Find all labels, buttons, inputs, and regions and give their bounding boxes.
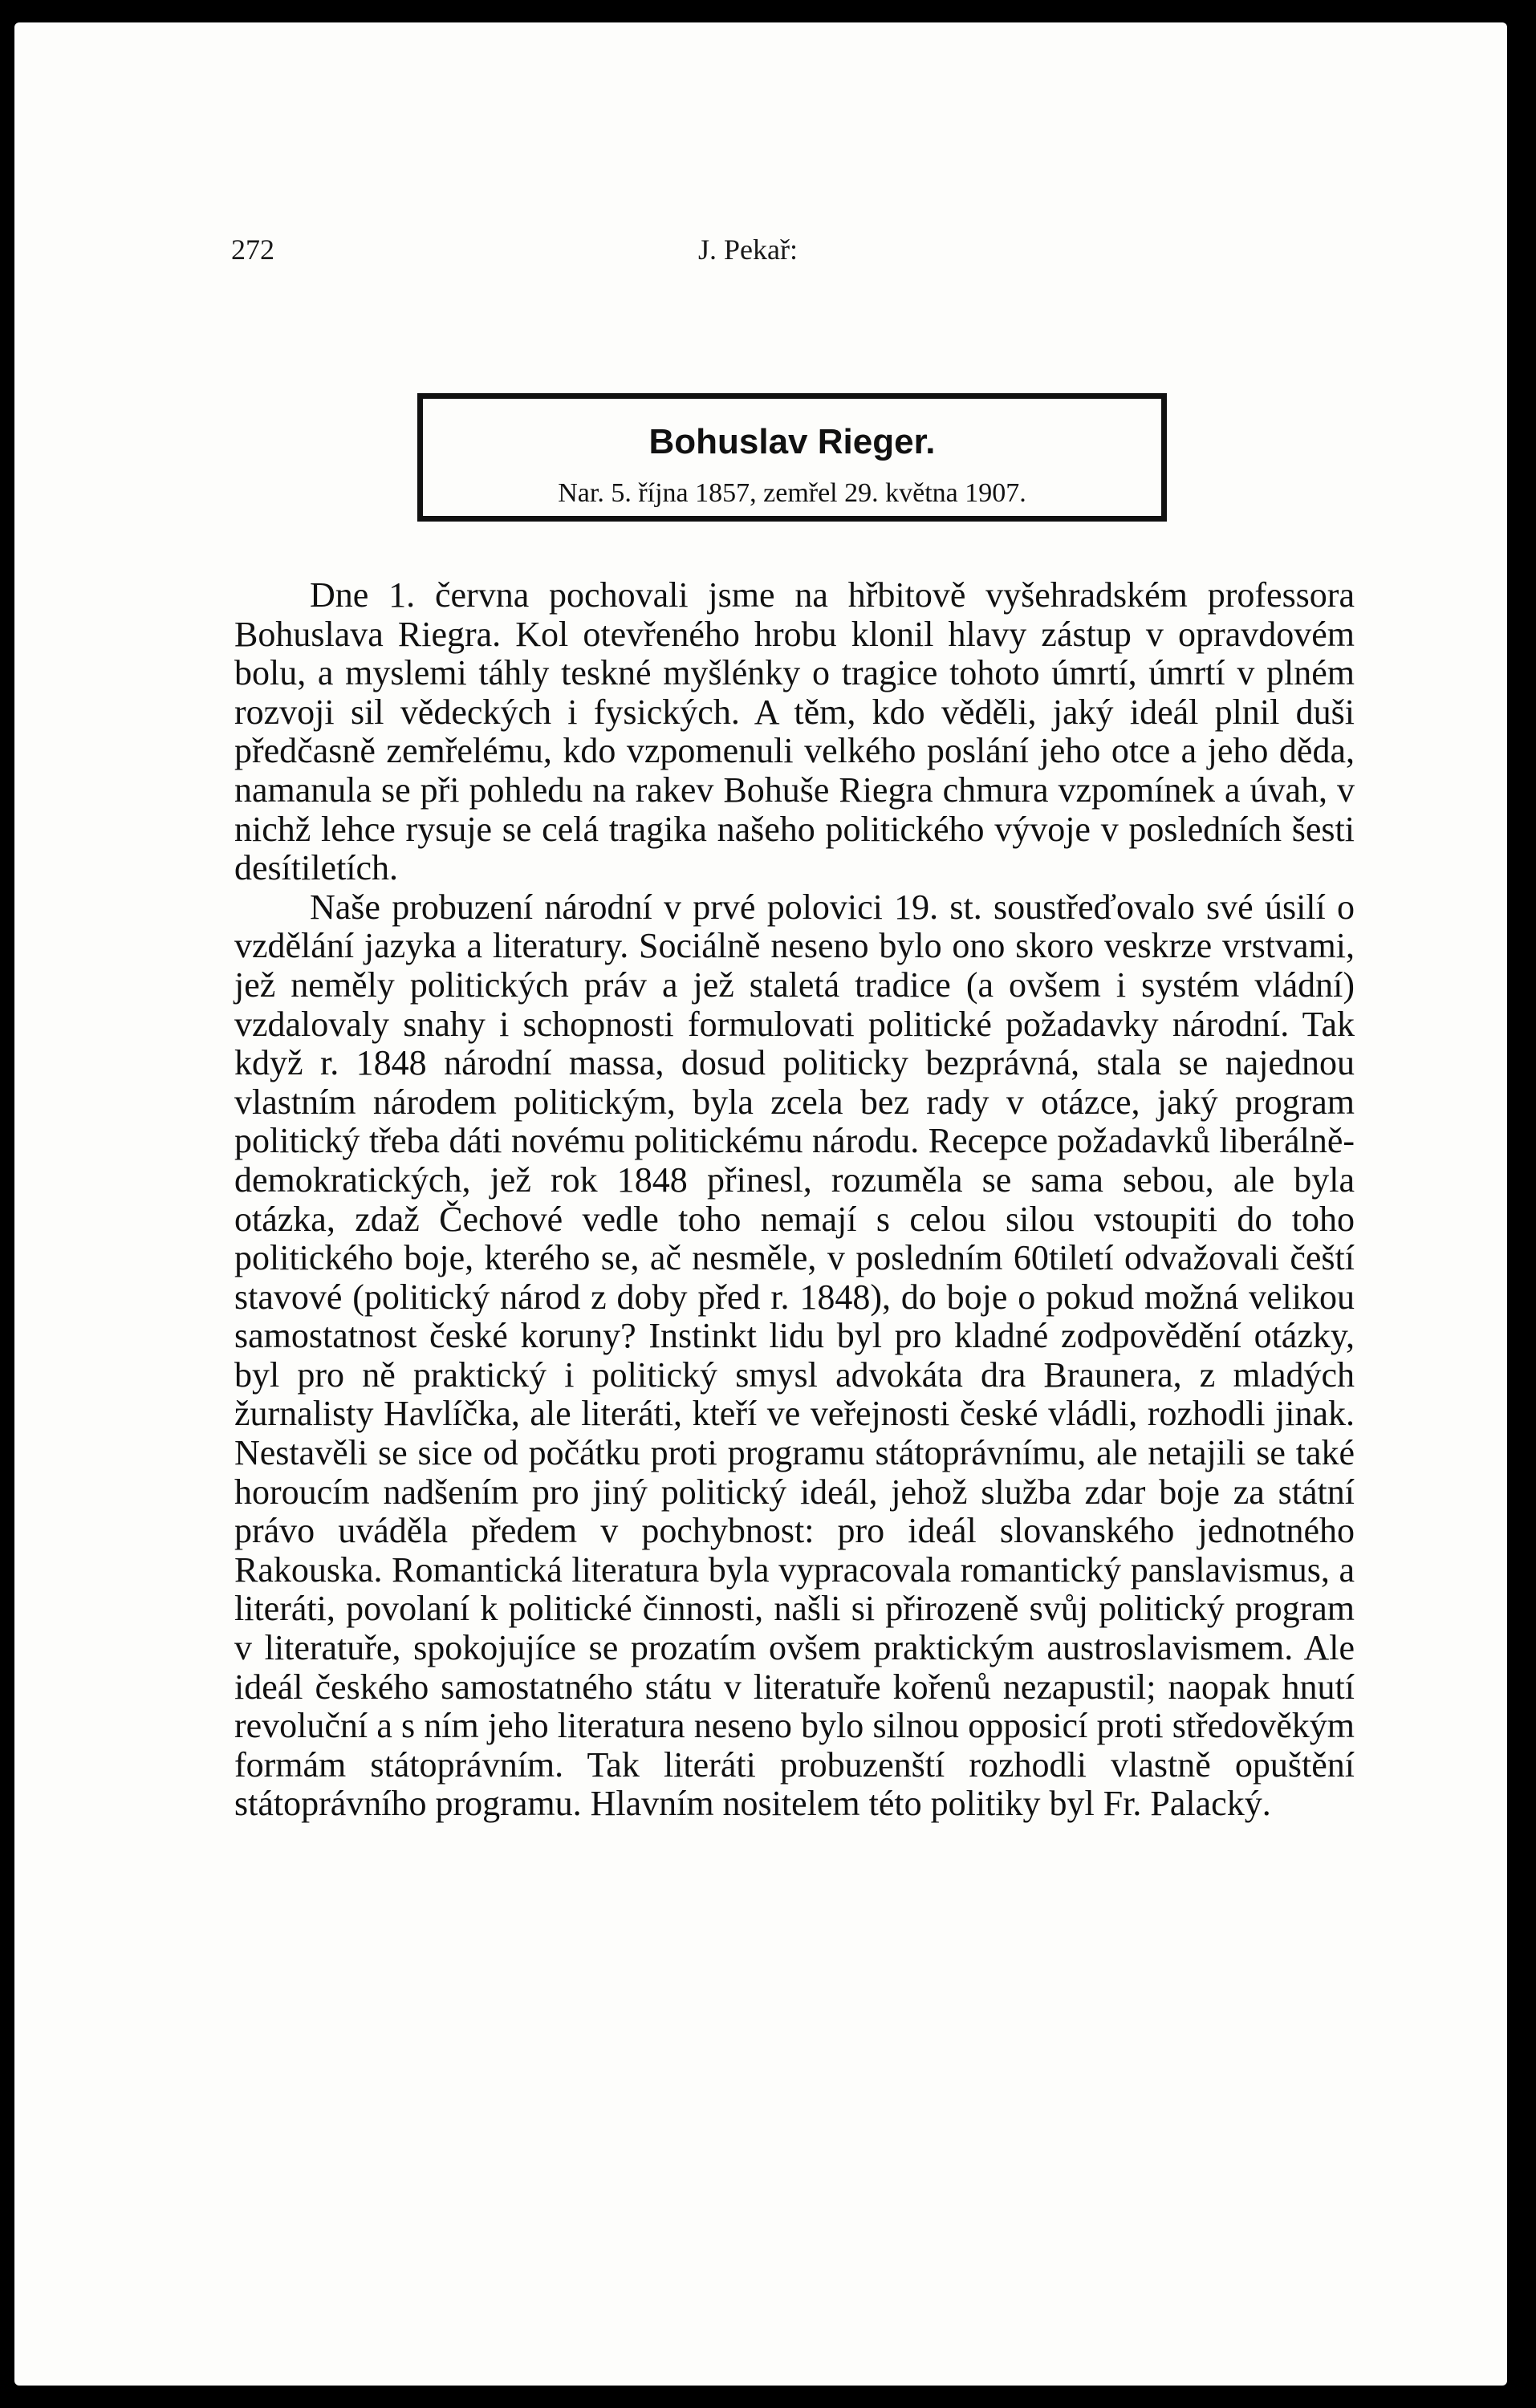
obituary-title-box <box>417 393 1167 522</box>
obituary-name: Bohuslav Rieger. <box>648 422 936 461</box>
running-head <box>0 233 1536 273</box>
paragraph-1: Dne 1. června pochovali jsme na hřbitově vyšehradském professora Bohuslava Riegra. Kol otevřeného hrobu klonil hlavy zástup v opravdovém bolu, a myslemi táhly teskné myšlénky o tragice tohoto úmrtí, úmrtí v plném rozvoji sil vědeckých i fysických. A těm, kdo věděli, jaký ideál plnil duši předčasně zemřelému, kdo vzpomenuli velkého poslání jeho otce a jeho děda, namanula se při pohledu na rakev Bohuše Riegra chmura vzpomínek a úvah, v nichž lehce rysuje se celá tragika našeho politického vývoje v posledních šesti desítiletích. <box>234 575 1355 888</box>
paragraph-2: Naše probuzení národní v prvé polovici 19. st. soustřeďovalo své úsilí o vzdělání jazyka a literatury. Sociálně neseno bylo ono skoro veskrze vrstvami, jež neměly politických práv a jež staletá tradice (a ovšem i systém vládní) vzdalovaly snahy i schopnosti formulovati politické požadavky národní. Tak když r. 1848 národní massa, dosud politicky bezprávná, stala se najednou vlastním národem politickým, byla zcela bez rady v otázce, jaký program politický třeba dáti novému politickému národu. Recepce požadavků liberálně-demokratických, jež rok 1848 přinesl, rozuměla se sama sebou, ale byla otázka, zdaž Čechové vedle toho nemají s celou silou vstoupiti do toho politického boje, kterého se, ač nesměle, v posledním 60tiletí odvažovali čeští stavové (politický národ z doby před r. 1848), do boje o pokud možná velikou samostatnost české koruny? Instinkt lidu byl pro kladné zodpovědění otázky, byl pro ně praktický i politický smysl advokáta dra Braunera, z mladých žurnalisty Havlíčka, ale literáti, kteří ve veřejnosti české vládli, rozhodli jinak. Nestavěli se sice od počátku proti programu státoprávnímu, ale netajili se také horoucím nadšením pro jiný politický ideál, jehož služba zdar boje za státní právo uváděla předem v pochybnost: pro ideál slovanského jednotného Rakouska. Romantická literatura byla vypracovala romantický panslavismus, a literáti, povolaní k politické činnosti, našli si přirozeně svůj politický program v literatuře, spokojujíce se prozatím ovšem praktickým austroslavismem. Ale ideál českého samostatného státu v literatuře kořenů nezapustil; naopak hnutí revoluční a s ním jeho literatura neseno bylo silnou opposicí proti středověkým formám státoprávním. Tak literáti probuzenští rozhodli vlastně opuštění státoprávního programu. Hlavním nositelem této politiky byl Fr. Palacký. <box>234 887 1355 1824</box>
obituary-dates: Nar. 5. října 1857, zemřel 29. května 1907. <box>558 478 1026 508</box>
page-number: 272 <box>231 233 274 266</box>
running-title: J. Pekař: <box>698 233 798 266</box>
article-body <box>234 576 1355 1824</box>
